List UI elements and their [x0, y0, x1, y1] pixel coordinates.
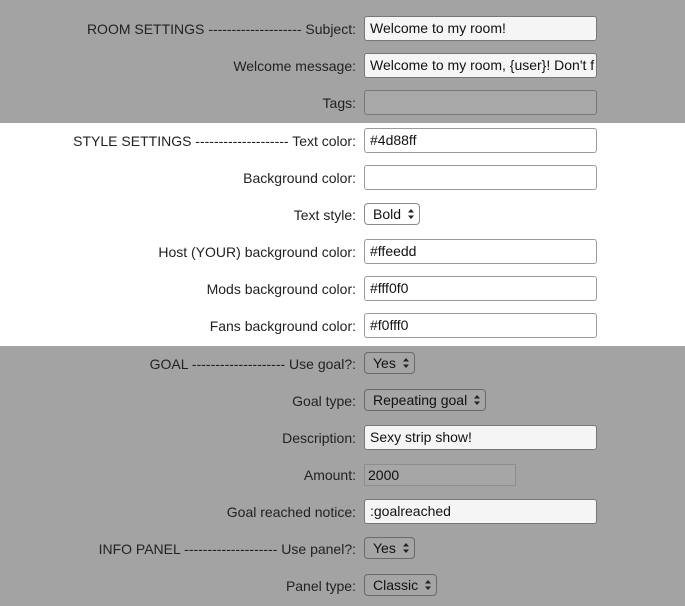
panel-type-select[interactable]: [364, 574, 437, 596]
amount-label: Amount:: [303, 467, 356, 483]
welcome-message-label: Welcome message:: [233, 58, 356, 74]
description-row: [0, 420, 685, 457]
use-panel-row: [0, 531, 685, 568]
tags-row: [0, 85, 685, 122]
text-style-row: [0, 197, 685, 234]
amount-row: [0, 457, 685, 494]
select-arrows-icon: [424, 578, 432, 592]
goal-type-value: Repeating goal: [373, 392, 468, 408]
panel-type-row: [0, 568, 685, 605]
fans-bg-label: Fans background color:: [209, 318, 356, 334]
tags-label: Tags:: [322, 95, 356, 111]
host-bg-input[interactable]: #ffeedd: [364, 239, 597, 264]
text-style-value: Bold: [373, 206, 402, 222]
mods-bg-row: [0, 271, 685, 308]
text-style-label: Text style:: [293, 207, 356, 223]
use-goal-select[interactable]: [364, 352, 415, 374]
goal-type-label: Goal type:: [292, 393, 356, 409]
goal-notice-label: Goal reached notice:: [226, 504, 356, 520]
subject-input[interactable]: Welcome to my room!: [364, 16, 597, 41]
select-arrows-icon: [402, 541, 410, 555]
fans-bg-input[interactable]: #f0fff0: [364, 313, 597, 338]
goal-type-select[interactable]: [364, 389, 486, 411]
goal-notice-row: [0, 494, 685, 531]
use-panel-value: Yes: [373, 540, 396, 556]
subject-label: ROOM SETTINGS -------------------- Subject:: [86, 21, 356, 37]
mods-bg-label: Mods background color:: [206, 281, 356, 297]
host-bg-row: [0, 234, 685, 271]
welcome-message-input[interactable]: Welcome to my room, {user}! Don't f: [364, 53, 597, 78]
host-bg-label: Host (YOUR) background color:: [158, 244, 356, 260]
use-panel-select[interactable]: [364, 537, 415, 559]
panel-type-value: Classic: [373, 577, 419, 593]
subject-row: [0, 11, 685, 48]
background-color-row: [0, 160, 685, 197]
use-goal-label: GOAL -------------------- Use goal?:: [149, 356, 356, 372]
text-color-label: STYLE SETTINGS -------------------- Text color:: [73, 133, 356, 149]
use-goal-value: Yes: [373, 355, 396, 371]
welcome-message-row: [0, 48, 685, 85]
style-settings-section: [0, 123, 685, 346]
text-style-select[interactable]: [364, 203, 420, 225]
background-color-input[interactable]: [364, 165, 597, 190]
text-color-input[interactable]: #4d88ff: [364, 128, 597, 153]
select-arrows-icon: [402, 356, 410, 370]
use-panel-label: INFO PANEL -------------------- Use panel?:: [98, 541, 356, 557]
select-arrows-icon: [473, 393, 481, 407]
use-goal-row: [0, 346, 685, 383]
panel-type-label: Panel type:: [285, 578, 356, 594]
info-panel-section: [0, 531, 685, 605]
fans-bg-row: [0, 308, 685, 345]
goal-notice-input[interactable]: :goalreached: [364, 499, 597, 524]
select-arrows-icon: [407, 207, 415, 221]
background-color-label: Background color:: [243, 170, 356, 186]
description-label: Description:: [282, 430, 356, 446]
goal-type-row: [0, 383, 685, 420]
goal-section: [0, 346, 685, 531]
mods-bg-input[interactable]: #fff0f0: [364, 276, 597, 301]
description-input[interactable]: Sexy strip show!: [364, 425, 597, 450]
text-color-row: [0, 123, 685, 160]
tags-input[interactable]: [364, 90, 597, 115]
room-settings-section: [0, 0, 685, 122]
amount-input[interactable]: 2000: [364, 464, 516, 486]
